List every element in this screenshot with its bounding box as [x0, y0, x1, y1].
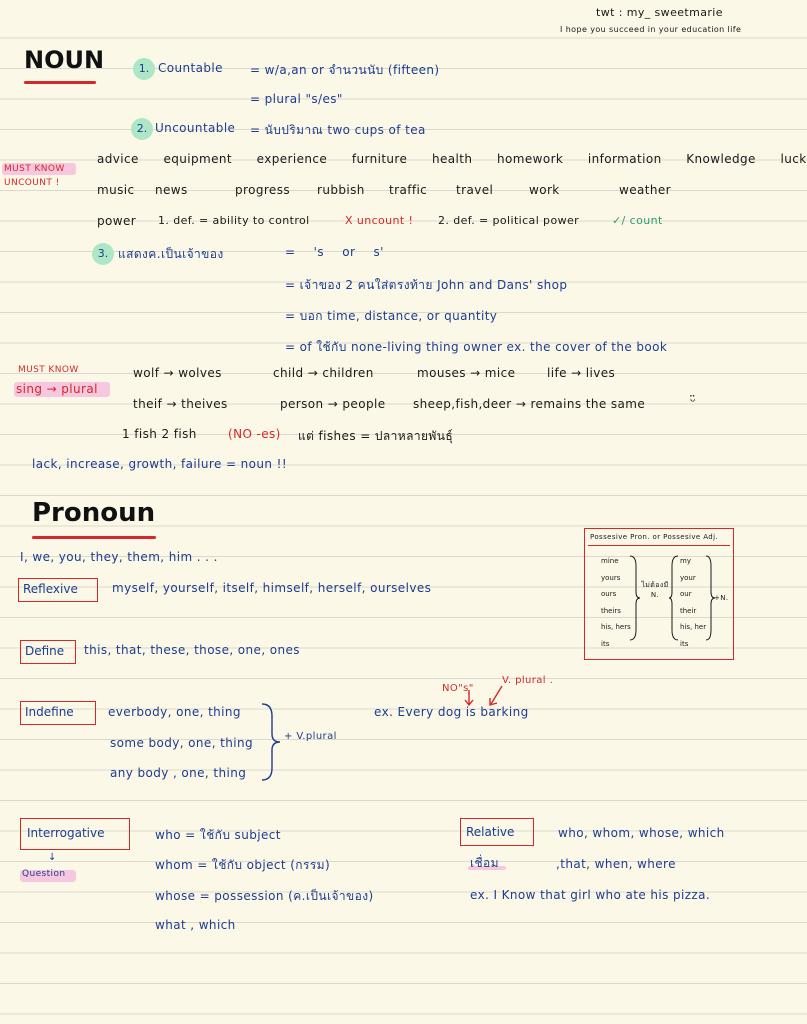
fish-a: 1 fish 2 fish [122, 427, 197, 441]
poss-table-divider [588, 545, 730, 546]
define-label: Define [25, 644, 65, 658]
sing-plural: sing → plural [16, 382, 98, 396]
plural-person: person → people [280, 397, 386, 411]
possessive-line1: = เจ้าของ 2 คนใส่ตรงท้าย John and Dans' shop [285, 278, 568, 292]
indefine-row3: any body , one, thing [110, 766, 247, 780]
relative-line2: ,that, when, where [556, 857, 676, 871]
poss-plus-n: +N. [714, 594, 729, 602]
poss-left-item: theirs [601, 606, 621, 615]
reflexive-text: myself, yourself, itself, himself, herself, ourselves [112, 581, 432, 595]
poss-left-item: mine [601, 557, 619, 565]
poss-middle-note: ไม่ต้องมี N. [641, 581, 669, 599]
must-know-plural: MUST KNOW [18, 365, 79, 375]
poss-right-item: your [680, 573, 696, 582]
poss-right-item: his, her [680, 623, 707, 631]
word-information: information [587, 152, 662, 166]
poss-right-item: my [680, 557, 691, 565]
poss-left-item: its [601, 639, 610, 648]
poss-left-list [601, 553, 631, 652]
countable-number: 1. [133, 58, 155, 80]
poss-left-item: his, hers [601, 623, 631, 631]
poss-right-item: their [680, 606, 697, 615]
power-word: power [97, 214, 137, 228]
relative-label: Relative [466, 825, 515, 839]
power-def2: 2. def. = political power [438, 214, 580, 227]
indefine-note: + V.plural [284, 731, 337, 742]
fish-no-es: (NO -es) [228, 427, 281, 441]
plural-theif: theif → theives [133, 397, 228, 411]
possessive-mark: = 's or s' [285, 245, 384, 259]
pronoun-underline [32, 536, 156, 539]
poss-left-item: yours [601, 573, 621, 582]
poss-table-header: Possesive Pron. or Possesive Adj. [590, 533, 719, 541]
word-weather: weather [619, 183, 671, 197]
countable-def: = w/a,an or จำนวนนับ (fifteen) [250, 63, 440, 77]
possessive-label: แสดงค.เป็นเจ้าของ [118, 247, 224, 261]
pronoun-title: Pronoun [32, 498, 156, 528]
relative-example: ex. I Know that girl who ate his pizza. [470, 888, 711, 902]
interrogative-row3: whose = possession (ค.เป็นเจ้าของ) [155, 889, 374, 903]
possessive-line2: = บอก time, distance, or quantity [285, 309, 498, 323]
poss-right-item: our [680, 590, 692, 598]
word-news: news [155, 183, 188, 197]
uncount-row1 [97, 152, 807, 166]
define-text: this, that, these, those, one, ones [84, 643, 300, 657]
word-equipment: equipment [163, 152, 232, 166]
no-s-note: NO"s" [442, 683, 474, 694]
question-arrow-icon: ↓ [48, 852, 57, 863]
word-experience: experience [256, 152, 328, 166]
word-work: work [529, 183, 560, 197]
countable-label: Countable [158, 61, 223, 75]
smile-icon: ᵕ̈ [690, 394, 697, 410]
word-rubbish: rubbish [317, 183, 365, 197]
word-knowledge: Knowledge [686, 152, 756, 166]
plural-life: life → lives [547, 366, 616, 380]
word-luck: luck [780, 152, 807, 166]
lack-line: lack, increase, growth, failure = noun !! [32, 457, 288, 471]
relative-line1: who, whom, whose, which [558, 826, 725, 840]
fish-b: แต่ fishes = ปลาหลายพันธุ์ [298, 429, 454, 443]
indefine-label: Indefine [25, 705, 74, 719]
header-wish: I hope you succeed in your education life [560, 25, 742, 34]
twitter-handle: twt : my_ sweetmarie [596, 6, 723, 19]
possessive-line3: = of ใช้กับ none-living thing owner ex. the cover of the book [285, 340, 668, 354]
interrogative-row2: whom = ใช้กับ object (กรรม) [155, 858, 331, 872]
poss-right-list [680, 553, 706, 652]
uncountable-label: Uncountable [155, 121, 236, 135]
noun-title: NOUN [24, 46, 105, 74]
word-homework: homework [497, 152, 564, 166]
interrogative-row4: what , which [155, 918, 236, 932]
countable-plural: = plural "s/es" [250, 92, 343, 106]
interrogative-label: Interrogative [27, 826, 105, 840]
possessive-number: 3. [92, 243, 114, 265]
indefine-brace-icon [258, 702, 282, 782]
power-count: ✓/ count [612, 214, 663, 227]
word-furniture: furniture [351, 152, 408, 166]
must-know-uncount: MUST KNOW UNCOUNT ! [4, 164, 65, 188]
power-def1: 1. def. = ability to control [158, 214, 310, 227]
noun-underline [24, 81, 96, 84]
word-advice: advice [97, 152, 139, 166]
word-traffic: traffic [389, 183, 428, 197]
uncountable-def: = นับปริมาณ two cups of tea [250, 123, 426, 137]
plural-child: child → children [273, 366, 374, 380]
v-plural-note: V. plural . [502, 675, 554, 686]
power-uncount: X uncount ! [345, 214, 414, 227]
indefine-example: ex. Every dog is barking [374, 705, 529, 719]
plural-sheep: sheep,fish,deer → remains the same [413, 397, 646, 411]
relative-connector: เชื่อม [470, 856, 499, 870]
indefine-row2: some body, one, thing [110, 736, 254, 750]
question-label: Question [22, 869, 66, 879]
indefine-row1: everbody, one, thing [108, 705, 241, 719]
word-music: music [97, 183, 135, 197]
word-progress: progress [235, 183, 291, 197]
reflexive-label: Reflexive [23, 582, 78, 596]
plural-wolf: wolf → wolves [133, 366, 222, 380]
pronoun-subjects: I, we, you, they, them, him . . . [20, 550, 218, 564]
word-travel: travel [456, 183, 494, 197]
interrogative-row1: who = ใช้กับ subject [155, 828, 281, 842]
poss-left-item: ours [601, 590, 617, 598]
poss-right-item: its [680, 639, 689, 648]
uncountable-number: 2. [131, 118, 153, 140]
plural-mouse: mouses → mice [417, 366, 516, 380]
poss-brace-icon [668, 554, 680, 642]
word-health: health [431, 152, 473, 166]
